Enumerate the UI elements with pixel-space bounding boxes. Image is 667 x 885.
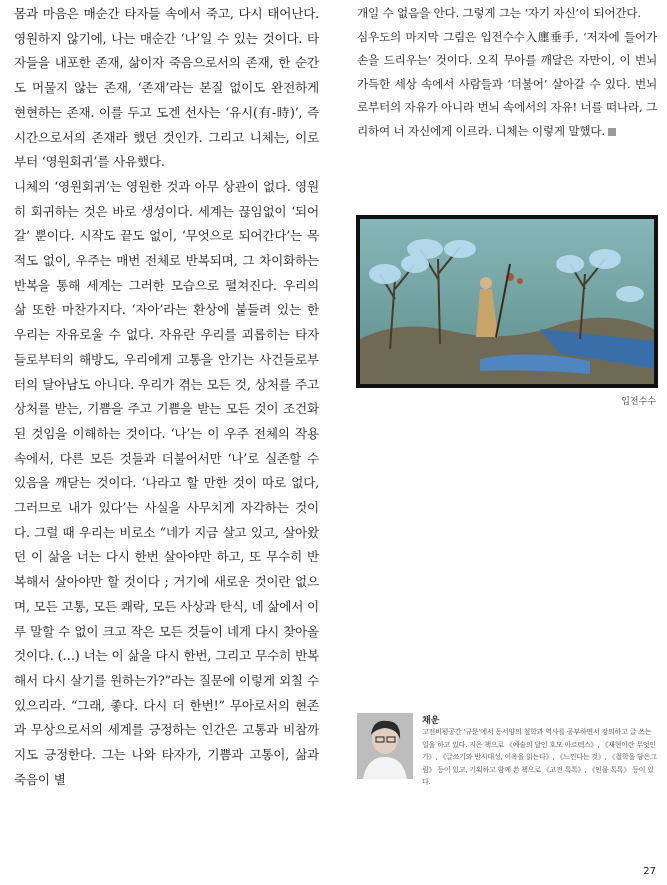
left-text-column (14, 2, 319, 793)
body-paragraph: 몸과 마음은 매순간 타자들 속에서 죽고, 다시 태어난다. 영원하지 않기에, 나는 매순간 ‘나’일 수 있는 것이다. 타자들을 내포한 존재, 삶이자 죽음으로서의 존재, 한 순간도 머물지 않는 존재, ‘존재’라는 본질 없이도 완전하게 현현하는 존재. 이를 두고 도겐 선사는 ‘유시(有-時)’, 즉 시간으로서의 존재라 했던 것인가. 그리고 니체는, 이로부터 ‘영원회귀’를 사유했다. (14, 6, 319, 170)
body-paragraph (357, 26, 657, 144)
end-mark-icon (608, 128, 616, 136)
author-box (357, 713, 657, 793)
painting-figure (356, 215, 658, 388)
right-text-column (357, 2, 657, 144)
body-paragraph: 니체의 ‘영원회귀’는 영원한 것과 아무 상관이 없다. 영원히 회귀하는 것은 바로 생성이다. 세계는 끊임없이 ‘되어갈’ 뿐이다. 시작도 끝도 없이, ‘무엇으로 되어간다’는 목적도 없이, 우주는 매번 전체로 반복되며, 그 차이화하는 반복을 통해 세계는 그러한 모습으로 펼쳐진다. 우리의 삶 또한 마찬가지다. ‘자아’라는 환상에 붙들려 있는 한 우리는 자유로울 수 없다. 자유란 우리를 괴롭히는 타자들로부터의 해방도, 우리에게 고통을 안기는 사건들로부터의 달아남도 아니다. 우리가 겪는 모든 것, 상처를 주고 상처를 받는, 기쁨을 주고 기쁨을 받는 모든 것이 조건화된 것임을 이해하는 것이다. ‘나’는 이 우주 전체의 작용 속에서, 다른 모든 것들과 더불어서만 ‘나’로 실존할 수 있음을 깨닫는 것이다. ‘나라고 할 만한 것이 따로 없다, 그러므로 내가 있다’는 사실을 사무치게 자각하는 것이다. 그럴 때 우리는 비로소 “네가 지금 살고 있고, 살아왔던 이 삶을 너는 다시 한번 살아야만 하고, 또 무수히 반복해서 살아야만 할 것이다 ; 거기에 새로운 것이란 없으며, 모든 고통, 모든 쾌락, 모든 사상과 탄식, 네 삶에서 이루 말할 수 없이 크고 작은 모든 것들이 네게 다시 찾아올 것이다. (…) 너는 이 삶을 다시 한번, 그리고 무수히 반복해서 다시 살기를 원하는가?”라는 질문에 이렇게 외칠 수 있으리라. “그래, 좋다. 다시 더 한번!” 무아로서의 현존과 무상으로서의 세계를 긍정하는 인간은 고통과 비참까지도 긍정한다. 그는 나와 타자가, 기쁨과 고통이, 삶과 죽음이 별 (14, 178, 319, 787)
author-photo (357, 713, 413, 779)
author-bio: 고전비평공간 ‘규문’에서 동서양의 철학과 역사를 공부하면서 강의하고 글 쓰는 일을 하고 있다. 지은 책으로 《예술의 달인 호모 아르텍스》, 《재현이란 무엇인가》, 《글쓰기와 반시대성, 이옥을 읽는다》, 《느낀다는 것》, 《철학을 담은그림》 등이 있고, 기획하고 함께 쓴 책으로 《고전 톡톡》, 《인물 톡톡》 등이 있다. (422, 727, 657, 787)
figure-caption: 입전수수 (621, 397, 656, 407)
closing-paragraph-text: 심우도의 마지막 그림은 입전수수入廛垂手, ‘저자에 들어가 손을 드리우는’ 것이다. 오직 무아를 깨달은 자만이, 이 번뇌 가득한 세상 속에서 사람들과 ‘더불어’ 살아갈 수 있다. 번뇌로부터의 자유가 아니라 번뇌 속에서의 자유! 너를 떠나라, 그리하여 너 자신에게 이르라. 니체는 이렇게 말했다. (357, 29, 657, 138)
body-paragraph: 개일 수 없음을 안다. 그렇게 그는 ‘자기 자신’이 되어간다. (357, 6, 641, 20)
ox-herding-painting (360, 219, 654, 384)
author-name: 채운 (422, 716, 440, 726)
author-portrait-icon (357, 713, 413, 779)
page-number: 27 (643, 866, 656, 877)
